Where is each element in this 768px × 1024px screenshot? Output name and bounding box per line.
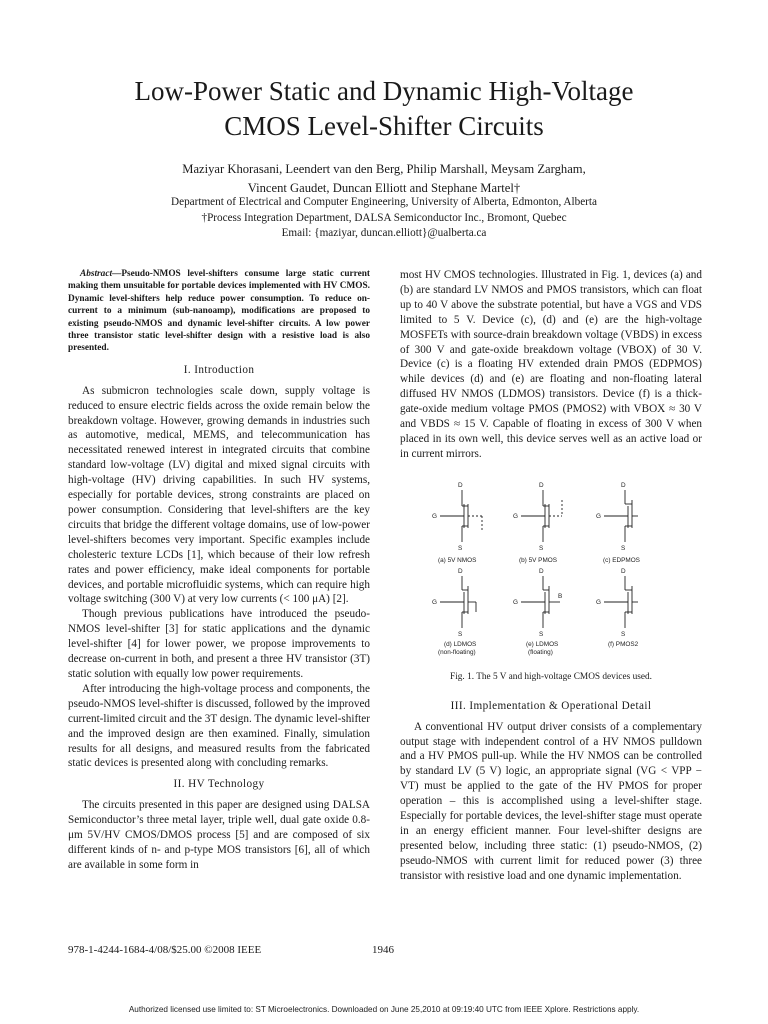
pin-g-a: G bbox=[432, 512, 437, 520]
affiliations bbox=[60, 195, 708, 242]
pin-d-a: D bbox=[458, 481, 463, 489]
pin-d-d: D bbox=[458, 567, 463, 575]
label-e-2: (floating) bbox=[528, 648, 553, 656]
intro-paragraph-1: As submicron technologies scale down, supply voltage is reduced to ensure electric fields across the oxide remain below the breakdown voltage. However, growing demands in industries such as automotive, medical, MEMS, and telecommunication has necessitated renewed interest in integrated circuits that combine standard low-voltage (LV) digital and mixed signal circuits with high-voltage (HV) driving capabilities. In such HV systems, especially for portable devices, strong constraints are placed on power consumption. Considering that level-shifters are the key circuits that bridge the different voltage domains, use of low-power level-shifters becomes very important. Specific examples include cholesteric texture LCDs [1], which because of their low refresh rates and power efficiency, make ideal components for portable devices, and portable microfluidic systems, which can require high voltage switching (300 V) at very low currents (< 100 μA) [2]. bbox=[68, 384, 370, 606]
affiliation-line-1: Department of Electrical and Computer Engineering, University of Alberta, Edmonton, Alberta bbox=[171, 196, 597, 208]
pin-d-b: D bbox=[539, 481, 544, 489]
intro-paragraph-2: Though previous publications have introduced the pseudo-NMOS level-shifter [3] for static applications and the dynamic level-shifter [4] for lower power, we propose improvements to decrease on-current in both, and present a three HV transistor (3T) static solution with equally low power requirements. bbox=[68, 608, 370, 680]
pmos2-symbol bbox=[604, 576, 638, 628]
intro-paragraph-3: After introducing the high-voltage process and components, the pseudo-NMOS level-shifter is discussed, followed by the improved current-limited circuit and the 3T design. The dynamic level-shifter and the improved design are then examined. Finally, simulation results for all designs, and measured results from the fabricated static devices is presented along with concluding remarks. bbox=[68, 682, 371, 770]
paper-title bbox=[60, 74, 708, 144]
label-d-1: (d) LDMOS bbox=[444, 640, 477, 648]
abstract bbox=[68, 268, 370, 355]
pin-s-d: S bbox=[458, 630, 463, 638]
pin-d-f: D bbox=[621, 567, 626, 575]
label-e-1: (e) LDMOS bbox=[526, 640, 559, 648]
pin-s-b: S bbox=[539, 544, 544, 552]
hv-technology-paragraph: The circuits presented in this paper are designed using DALSA Semiconductor’s three metal layer, triple well, dual gate oxide 0.8-μm 5V/HV CMOS/DMOS process [5] and are composed of six different kinds of n- and p-type MOS transistors [6], all of which are available in some form in bbox=[68, 799, 370, 871]
label-b: (b) 5V PMOS bbox=[519, 556, 557, 564]
pin-g-d: G bbox=[432, 598, 437, 606]
devices-paragraph: most HV CMOS technologies. Illustrated in Fig. 1, devices (a) and (b) are standard LV NMOS and PMOS transistors, which can float up to 40 V above the substrate potential, but have a VGS and VDS limited to 5 V. Device (c), (d) and (e) are the high-voltage MOSFETs with source-drain breakdown voltage (VBDS) in excess of 300 V and gate-oxide breakdown voltage (VBOX) of 30 V. Device (c) is a floating HV extended drain PMOS (EDPMOS) while devices (d) and (e) are floating and non-floating lateral diffused HV NMOS (LDMOS) transistors. Device (f) is a thick-gate-oxide medium voltage PMOS (PMOS2) with VBOX ≈ 30 V and VBDS ≈ 15 V. Capable of floating in excess of 300 V when placed in its own well, this device serves well as an active load or in current mirrors. bbox=[400, 269, 702, 460]
pin-d-c: D bbox=[621, 481, 626, 489]
copyright-line: 978-1-4244-1684-4/08/$25.00 ©2008 IEEE bbox=[68, 944, 262, 956]
nmos-5v-symbol bbox=[440, 490, 482, 542]
right-column bbox=[400, 268, 702, 884]
pin-g-e: G bbox=[513, 598, 518, 606]
device-symbols-diagram bbox=[400, 470, 702, 660]
left-column bbox=[68, 268, 370, 873]
figure-1-devices bbox=[400, 470, 702, 660]
pin-b-e: B bbox=[558, 592, 563, 600]
pmos-5v-symbol bbox=[521, 490, 562, 542]
author-list bbox=[60, 160, 708, 197]
authors-line-2: Vincent Gaudet, Duncan Elliott and Stephane Martel† bbox=[247, 180, 521, 195]
ldmos-floating-symbol bbox=[521, 576, 563, 628]
pin-s-a: S bbox=[458, 544, 463, 552]
ldmos-nonfloating-symbol bbox=[440, 576, 476, 628]
edpmos-symbol bbox=[604, 490, 638, 542]
section-heading-implementation: III. Implementation & Operational Detail bbox=[450, 699, 652, 712]
figure-1-caption: Fig. 1. The 5 V and high-voltage CMOS devices used. bbox=[450, 671, 652, 682]
title-line-1: Low-Power Static and Dynamic High-Voltage bbox=[134, 76, 634, 106]
abstract-text: —Pseudo-NMOS level-shifters consume large static current making them unsuitable for portable devices implemented with HV CMOS. Dynamic level-shifters help reduce power consumption. To reduce on-current to a minimum (sub-nanoamp), modifications are proposed to existing pseudo-NMOS and dynamic level-shifter circuits. A low power three transistor static level-shifter design with a resistive load is also presented. bbox=[68, 269, 370, 354]
pin-d-e: D bbox=[539, 567, 544, 575]
pin-g-b: G bbox=[513, 512, 518, 520]
label-d-2: (non-floating) bbox=[438, 648, 476, 656]
label-c: (c) EDPMOS bbox=[603, 556, 640, 564]
affiliation-line-2: †Process Integration Department, DALSA Semiconductor Inc., Bromont, Quebec bbox=[201, 211, 567, 224]
pin-s-c: S bbox=[621, 544, 626, 552]
section-heading-introduction: I. Introduction bbox=[183, 363, 255, 376]
label-f: (f) PMOS2 bbox=[608, 640, 639, 648]
pin-g-f: G bbox=[596, 598, 601, 606]
pin-s-e: S bbox=[539, 630, 544, 638]
implementation-paragraph: A conventional HV output driver consists of a complementary output stage with independent control of a HV NMOS pulldown and a HV PMOS pull-up. While the HV NMOS can be controlled by standard LV (5 V) logic, an appropriate signal (VG < VPP − VT) must be applied to the gate of the HV PMOS for proper operation – this is accomplished using a level-shifter stage. Especially for portable devices, the level-shifter stage must operate in an energy efficient manner. Four level-shifter designs are presented below, including three static: (1) pseudo-NMOS, (2) pseudo-NMOS with current limit for reduced power (3) three transistor with resistive load and one dynamic implementation. bbox=[400, 720, 702, 882]
license-notice: Authorized licensed use limited to: ST Microelectronics. Downloaded on June 25,2010 at 09:19:40 UTC from IEEE Xplore. Restrictions apply. bbox=[128, 1005, 640, 1014]
label-a: (a) 5V NMOS bbox=[438, 556, 477, 564]
title-line-2: CMOS Level-Shifter Circuits bbox=[224, 111, 544, 141]
abstract-label: Abstract bbox=[80, 269, 113, 279]
section-heading-hv-technology: II. HV Technology bbox=[173, 778, 265, 791]
email-line: Email: {maziyar, duncan.elliott}@ualberta.ca bbox=[281, 227, 487, 240]
pin-s-f: S bbox=[621, 630, 626, 638]
page-number: 1946 bbox=[372, 944, 394, 956]
authors-line-1: Maziyar Khorasani, Leendert van den Berg, Philip Marshall, Meysam Zargham, bbox=[182, 162, 586, 176]
pin-g-c: G bbox=[596, 512, 601, 520]
